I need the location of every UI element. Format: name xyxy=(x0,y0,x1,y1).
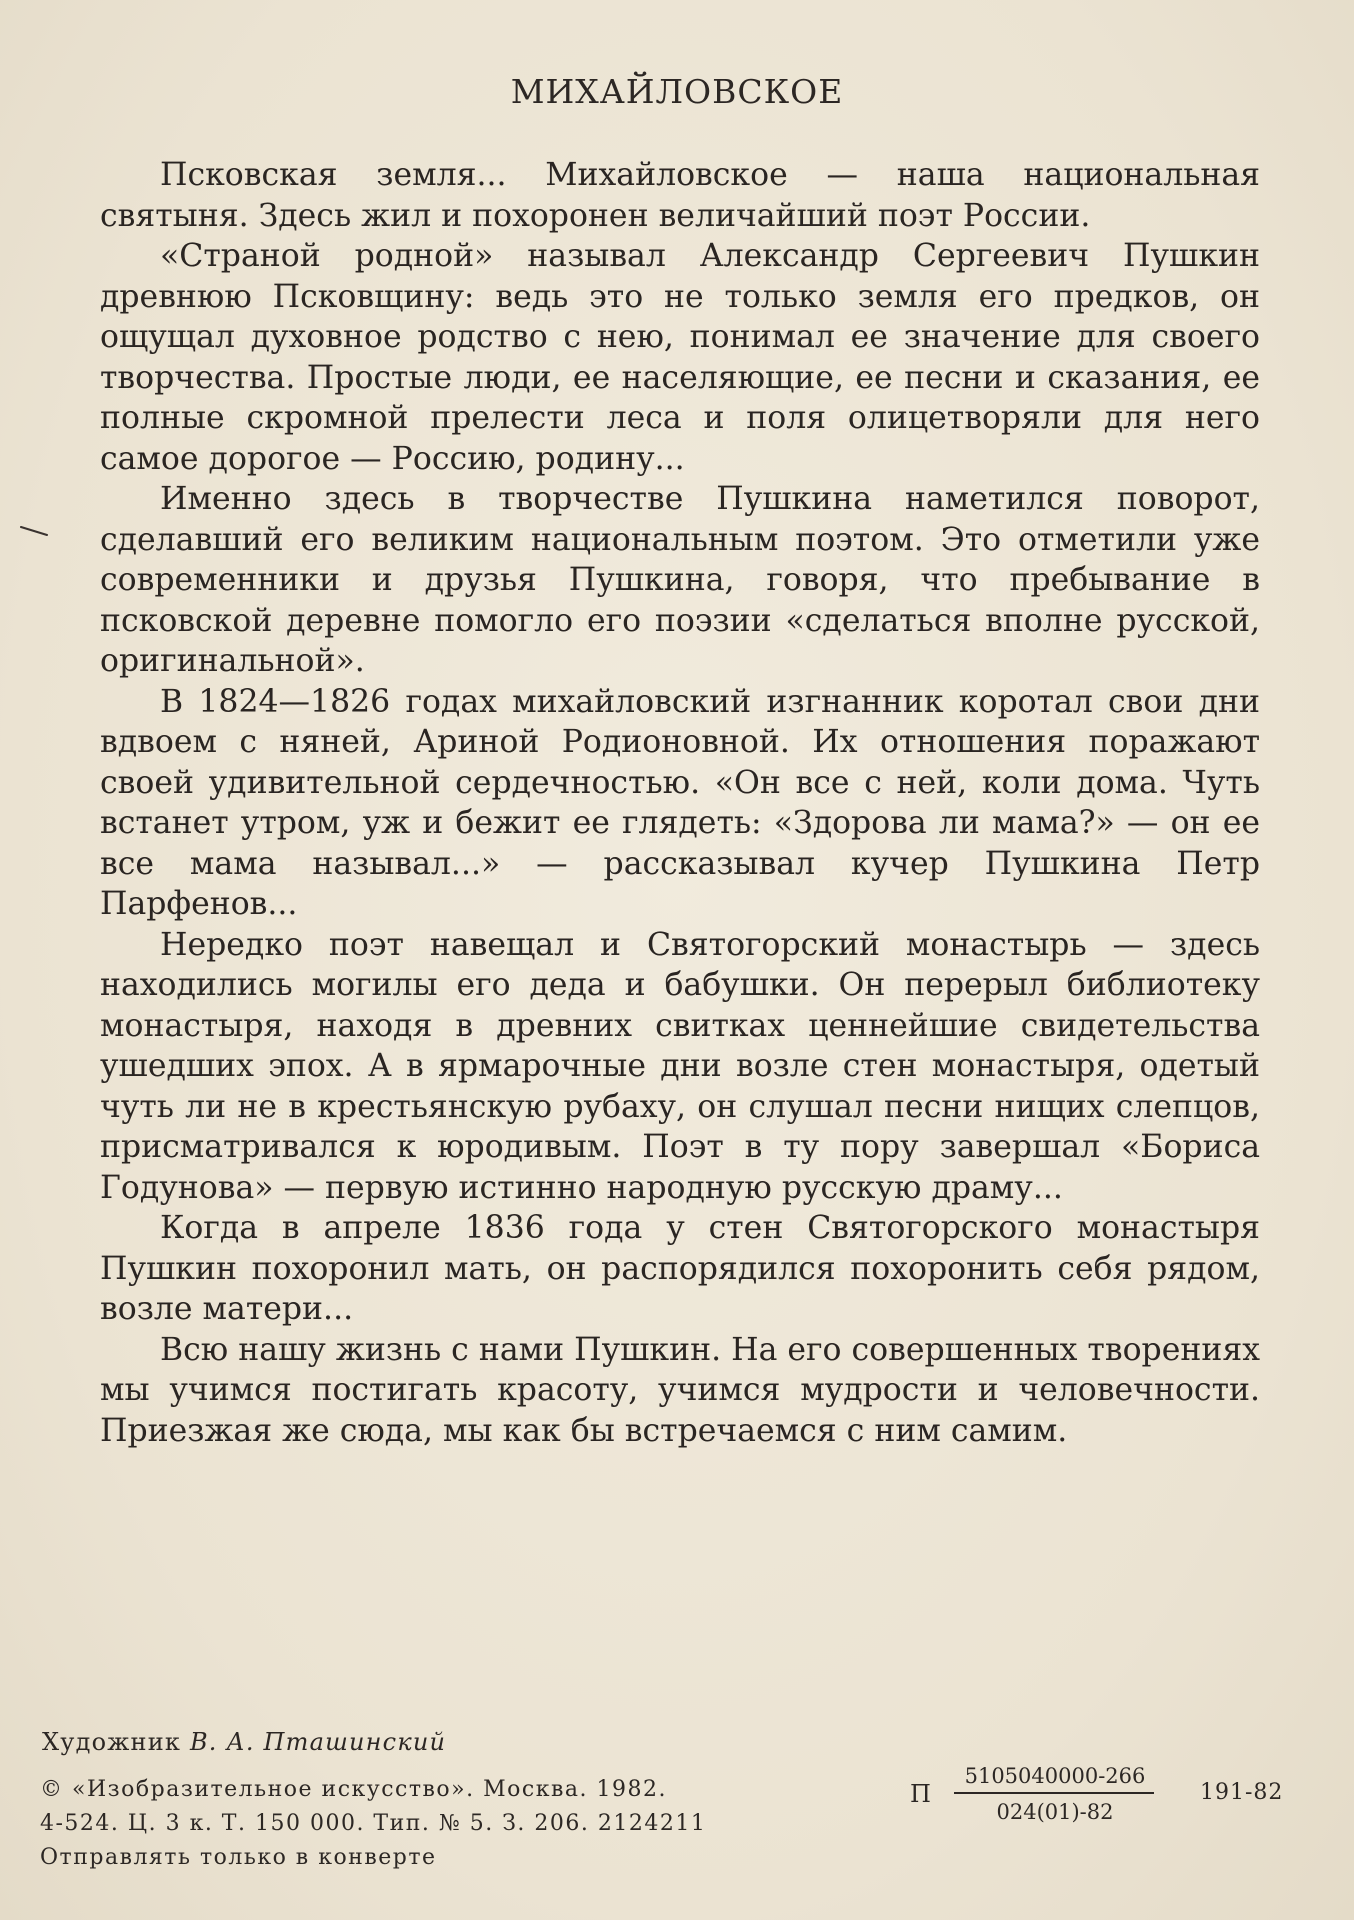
paragraph: Именно здесь в творчестве Пушкина наметился поворот, сделавший его великим национальным поэтом. Это отметили уже современники и друзья Пушкина, говоря, что пребывание в псковской деревне помогло его поэзии «сделаться вполне русской, оригинальной». xyxy=(100,481,1260,679)
paragraph: В 1824—1826 годах михайловский изгнанник коротал свои дни вдвоем с няней, Ариной Родионовной. Их отношения поражают своей удивительной сердечностью. «Он все с ней, коли дома. Чуть встанет утром, уж и бежит ее глядеть: «Здорова ли мама?» — он ее все мама называл...» — рассказывал кучер Пушкина Петр Парфенов... xyxy=(100,683,1260,922)
index-code xyxy=(910,1762,1330,1822)
imprint xyxy=(40,1773,706,1875)
imprint-mailing-note: Отправлять только в конверте xyxy=(40,1845,437,1870)
index-code-suffix: 191-82 xyxy=(1200,1780,1284,1805)
imprint-publisher: © «Изобразительное искусство». Москва. 1982. xyxy=(40,1777,667,1802)
index-code-numerator: 5105040000-266 xyxy=(964,1764,1146,1788)
index-code-letter: П xyxy=(910,1780,931,1808)
artist-name: В. А. Пташинский xyxy=(189,1728,447,1756)
paragraph: Нередко поэт навещал и Святогорский монастырь — здесь находились могилы его деда и бабушки. Он перерыл библиотеку монастыря, находя в древних свитках ценнейшие свидетельства ушедших эпох. А в ярмарочные дни возле стен монастыря, одетый чуть ли не в крестьянскую рубаху, он слушал песни нищих слепцов, присматривался к юродивым. Поэт в ту пору завершал «Бориса Годунова» — первую истинно народную русскую драму... xyxy=(100,926,1260,1206)
page-title: МИХАЙЛОВСКОЕ xyxy=(510,72,844,111)
pen-mark xyxy=(20,525,48,537)
article-body xyxy=(100,155,1260,1451)
fraction-bar xyxy=(954,1792,1154,1794)
index-code-denominator: 024(01)-82 xyxy=(996,1800,1114,1824)
paragraph: Всю нашу жизнь с нами Пушкин. На его совершенных творениях мы учимся постигать красоту, учимся мудрости и человечности. Приезжая же сюда, мы как бы встречаемся с ним самим. xyxy=(100,1331,1260,1449)
imprint-print-data: 4-524. Ц. 3 к. Т. 150 000. Тип. № 5. З. 206. 2124211 xyxy=(40,1811,707,1836)
artist-credit xyxy=(42,1728,446,1756)
artist-label: Художник xyxy=(42,1728,182,1756)
paragraph: Когда в апреле 1836 года у стен Святогорского монастыря Пушкин похоронил мать, он распорядился похоронить себя рядом, возле матери... xyxy=(100,1210,1260,1327)
paragraph: «Страной родной» называл Александр Сергеевич Пушкин древнюю Псковщину: ведь это не только земля его предков, он ощущал духовное родство с нею, понимал ее значение для своего творчества. Простые люди, ее населяющие, ее песни и сказания, ее полные скромной прелести леса и поля олицетворяли для него самое дорогое — Россию, родину... xyxy=(100,238,1260,477)
paragraph: Псковская земля... Михайловское — наша национальная святыня. Здесь жил и похоронен величайший поэт России. xyxy=(100,157,1260,234)
